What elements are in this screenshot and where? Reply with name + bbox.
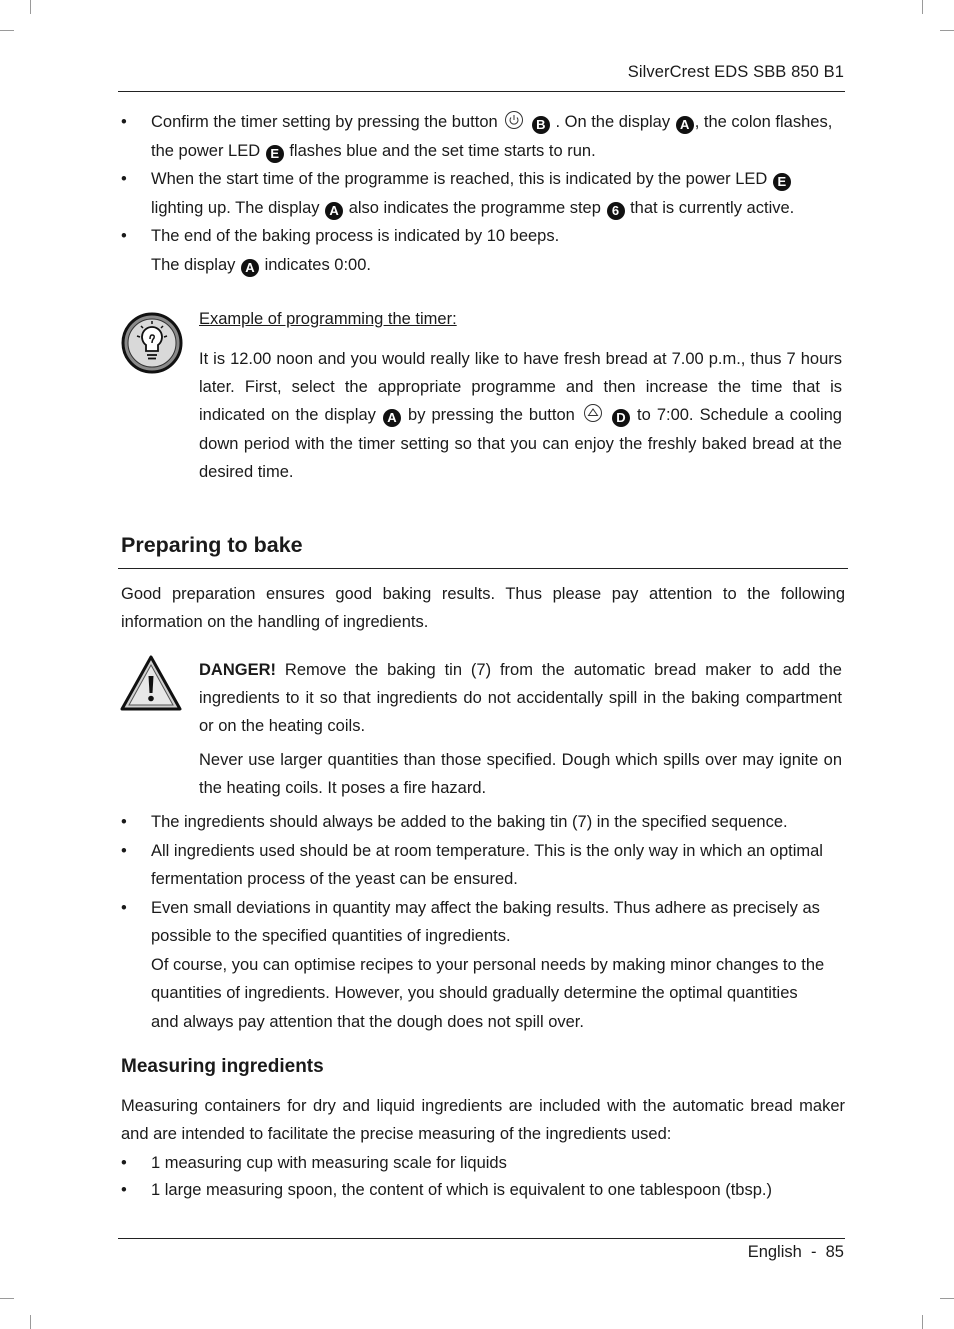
footer-rule bbox=[118, 1238, 845, 1239]
label-badge: 6 bbox=[607, 202, 625, 220]
lightbulb-icon bbox=[120, 311, 184, 380]
label-badge: D bbox=[612, 409, 630, 427]
label-badge: A bbox=[383, 409, 401, 427]
label-badge: B bbox=[532, 116, 550, 134]
crop-mark bbox=[940, 1298, 954, 1299]
tip-heading: Example of programming the timer: bbox=[199, 310, 457, 328]
crop-mark bbox=[940, 30, 954, 31]
list-item: • The ingredients should always be added to the baking tin (7) in the specified sequence. bbox=[121, 813, 788, 831]
list-item: • When the start time of the programme is reached, this is indicated by the power LED E lighting up. The display A also indicates the programme step 6 that is currently active. bbox=[121, 170, 795, 218]
crop-mark bbox=[0, 1298, 14, 1299]
page-header-title: SilverCrest EDS SBB 850 B1 bbox=[627, 63, 844, 81]
list-item: • All ingredients used should be at room temperature. This is the only way in which an optimal fermentation process of the yeast can be ensured. bbox=[121, 841, 823, 888]
list-item: • Confirm the timer setting by pressing the button B . On the display A , the colon flashes, the power LED E flashes blue and the set time starts to run. bbox=[121, 108, 845, 165]
warning-triangle-icon bbox=[119, 654, 183, 717]
tip-paragraph: It is 12.00 noon and you would really like to have fresh bread at 7.00 p.m., thus 7 hours later. First, select the appropriate programme and then increase the time that is indicated on the display A by pressing the button D to 7:00. Schedule a cooling down period with the timer setting so that you can enjoy the freshly baked bread at the desired time. bbox=[199, 350, 842, 481]
danger-paragraph-2: Never use larger quantities than those specified. Dough which spills over may ignite on the heating coils. It poses a fire hazard. bbox=[199, 751, 842, 798]
danger-paragraph: DANGER! Remove the baking tin (7) from the automatic bread maker to add the ingredients to it so that ingredients do not accidentally spill in the baking compartment or on the heating coils. bbox=[199, 661, 842, 736]
header-rule bbox=[118, 91, 845, 92]
crop-mark bbox=[30, 0, 31, 14]
label-badge: E bbox=[773, 173, 791, 191]
label-badge: A bbox=[325, 202, 343, 220]
list-item-continuation: Of course, you can optimise recipes to your personal needs by making minor changes to the quantities of ingredients. However, you should gradually determine the optimal quantities and always pay attention that the dough does not spill over. bbox=[151, 955, 825, 1031]
list-item: • 1 measuring cup with measuring scale for liquids bbox=[121, 1154, 507, 1172]
crop-mark bbox=[30, 1315, 31, 1329]
power-button-icon bbox=[504, 110, 524, 130]
list-item: • The end of the baking process is indicated by 10 beeps. The display A indicates 0:00. bbox=[121, 227, 560, 275]
crop-mark bbox=[922, 1315, 923, 1329]
danger-label: DANGER! bbox=[199, 661, 276, 679]
measuring-bullet-list bbox=[121, 1150, 845, 1204]
crop-mark bbox=[0, 30, 14, 31]
section-rule bbox=[118, 568, 848, 569]
list-item: • 1 large measuring spoon, the content of which is equivalent to one tablespoon (tbsp.) bbox=[121, 1181, 772, 1199]
list-item: • Even small deviations in quantity may affect the baking results. Thus adhere as precisely as possible to the specified quantities of ingredients. Of course, you can optimise recipes to your personal needs by making minor changes to the quantities of ingredients. However, you should gradually determine the optimal quantities and always pay attention that the dough does not spill over. bbox=[121, 894, 845, 1037]
page-footer: English - 85 bbox=[747, 1243, 844, 1261]
crop-mark bbox=[922, 0, 923, 14]
preparation-bullet-list bbox=[121, 808, 845, 1036]
section-intro: Good preparation ensures good baking results. Thus please pay attention to the following information on the handling of ingredients. bbox=[121, 585, 845, 632]
label-badge: E bbox=[266, 145, 284, 163]
label-badge: A bbox=[241, 259, 259, 277]
label-badge: A bbox=[676, 116, 694, 134]
up-arrow-button-icon bbox=[583, 403, 603, 423]
section-heading: Preparing to bake bbox=[121, 533, 303, 557]
subsection-heading: Measuring ingredients bbox=[121, 1056, 324, 1077]
timer-bullet-list bbox=[121, 108, 845, 279]
measuring-intro: Measuring containers for dry and liquid ingredients are included with the automatic bread maker and are intended to facilitate the precise measuring of the ingredients used: bbox=[121, 1097, 845, 1144]
